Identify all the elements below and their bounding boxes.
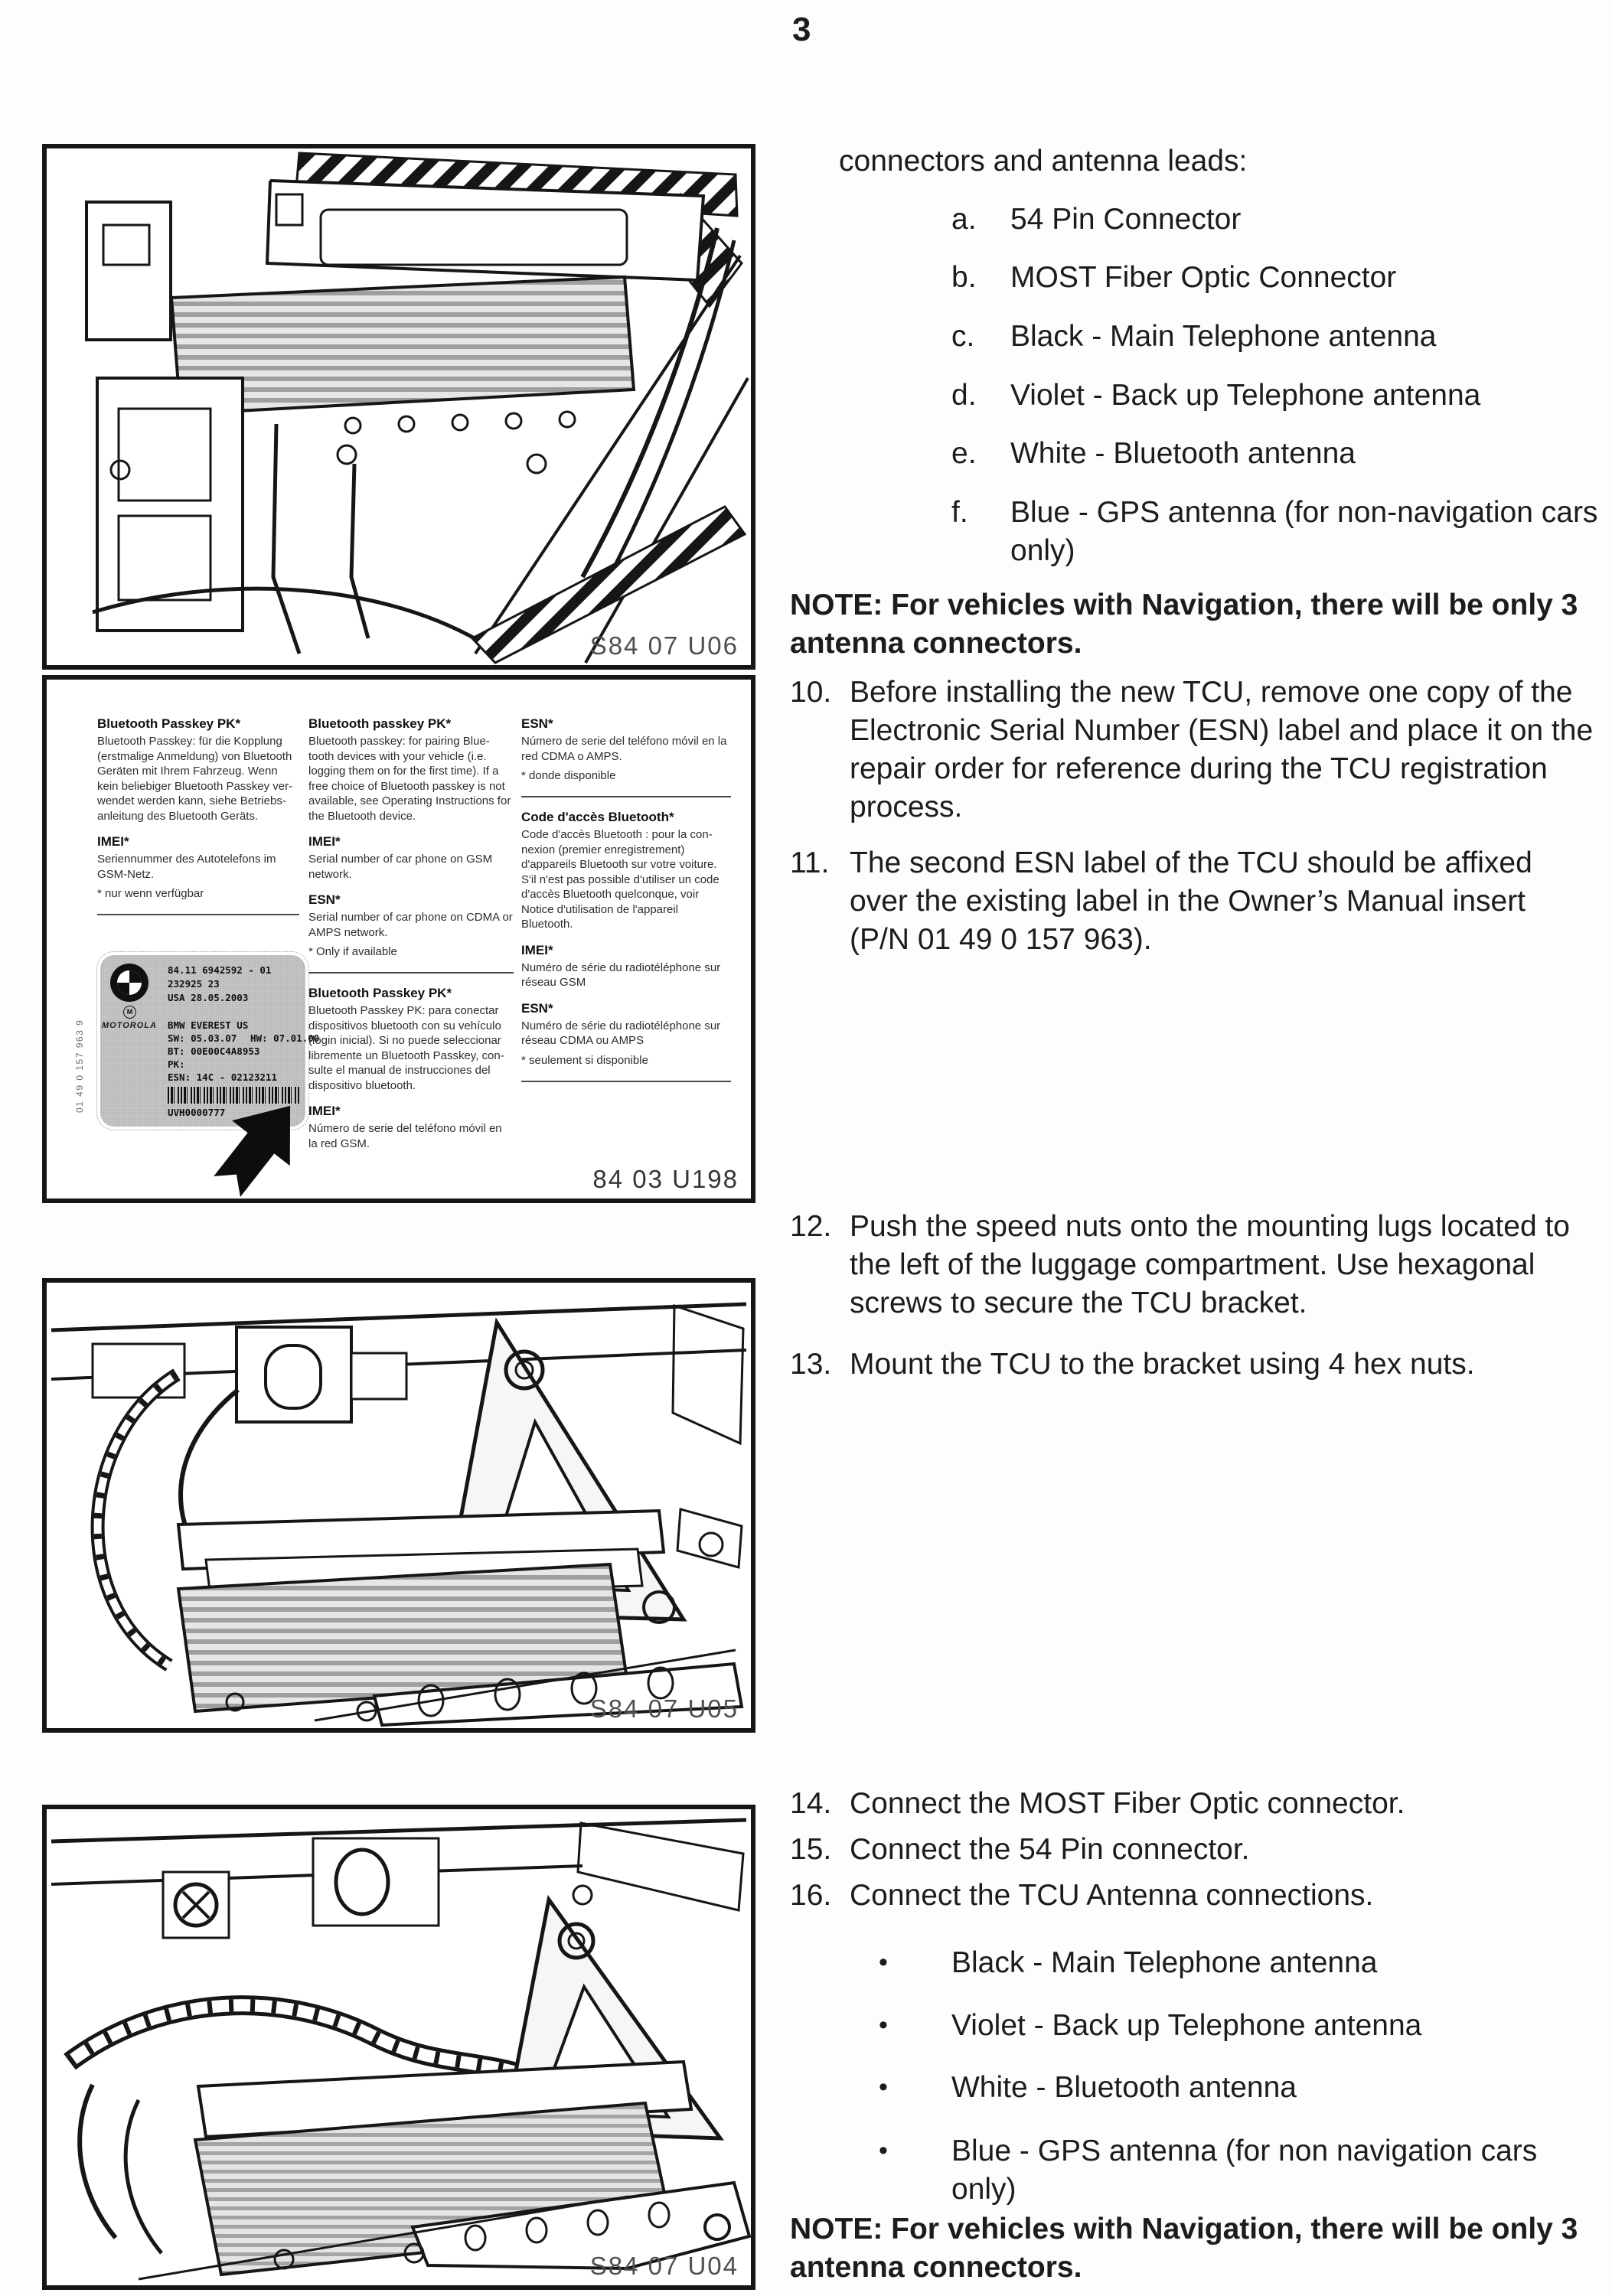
step-13: 13. Mount the TCU to the bracket using 4 hex nuts. <box>790 1348 1475 1381</box>
label-bt-address: BT: 00E00C4A8953 <box>168 1045 260 1057</box>
bullet-item: • White - Bluetooth antenna <box>879 2069 1610 2107</box>
card-divider <box>97 914 299 915</box>
label-sw-version: SW: 05.03.07 <box>168 1032 237 1044</box>
card-heading: Bluetooth Passkey PK* <box>97 716 241 731</box>
lettered-item-d: d. Violet - Back up Telephone antenna <box>951 379 1481 412</box>
lettered-item-f: f. Blue - GPS antenna (for non-navigation cars only) <box>951 496 1598 567</box>
figure-3-box <box>42 1278 755 1733</box>
lettered-item-b: b. MOST Fiber Optic Connector <box>951 261 1397 294</box>
step-12: 12. Push the speed nuts onto the mounting lugs located to the left of the luggage compartment. Use hexagonal screws to secure the TCU bracket. <box>790 1210 1570 1319</box>
card-column-german <box>97 716 299 928</box>
card-paragraph: Seriennummer des Autotelefons im GSM-Netz. <box>97 853 276 881</box>
label-origin-date: USA 28.05.2003 <box>168 992 249 1003</box>
figure-1-illustration-trunk-tcu <box>47 148 751 665</box>
card-heading: ESN* <box>521 1000 553 1016</box>
label-part-line: 84.11 6942592 - 01 <box>168 964 272 976</box>
card-column-spanish-french <box>521 716 731 1094</box>
card-paragraph: Número de serie del teléfono móvil en la red GSM. <box>308 1122 502 1150</box>
figure-2-caption: 84 03 U198 <box>592 1165 739 1193</box>
figure-3-illustration-bracket <box>47 1283 751 1727</box>
page-number: 3 <box>792 11 811 48</box>
card-heading: IMEI* <box>521 942 553 957</box>
step-15: 15. Connect the 54 Pin connector. <box>790 1833 1250 1866</box>
card-heading: ESN* <box>521 716 553 731</box>
card-paragraph: Numéro de série du radiotéléphone sur réseau CDMA ou AMPS <box>521 1019 721 1047</box>
card-heading: Bluetooth passkey PK* <box>308 716 452 731</box>
card-paragraph: Número de serie del teléfono móvil en la red CDMA o AMPS. <box>521 735 727 763</box>
figure-3-caption: S84 07 U05 <box>589 1694 739 1723</box>
bullet-icon: • <box>879 2073 888 2102</box>
label-serial: UVH0000777 <box>168 1107 226 1118</box>
pointer-arrow-icon <box>204 1094 311 1202</box>
bullet-item: • Blue - GPS antenna (for non navigation cars only) <box>879 2132 1611 2209</box>
card-divider <box>521 796 731 797</box>
note-navigation-mid: NOTE: For vehicles with Navigation, there will be only 3 antenna connectors. <box>790 589 1578 660</box>
step-16: 16. Connect the TCU Antenna connections. <box>790 1879 1374 1912</box>
card-paragraph: Bluetooth Passkey PK: para conectar dispositivos bluetooth con su vehículo (login inicial). Si no puede seleccionar libremente un Bluetooth Passkey, con- sulte el manual de instrucciones del dispositivo bluetooth. <box>308 1004 504 1092</box>
step-10: 10. Before installing the new TCU, remove one copy of the Electronic Serial Number (ESN) label and place it on the repair order for reference during the TCU registration process. <box>790 676 1594 823</box>
step-11: 11. The second ESN label of the TCU should be affixed over the existing label in the Owner’s Manual insert (P/N 01 49 0 157 963). <box>790 846 1532 956</box>
card-paragraph: Numéro de série du radiotéléphone sur réseau GSM <box>521 960 721 989</box>
bullet-icon: • <box>879 2011 888 2040</box>
figure-4-caption: S84 07 U04 <box>589 2252 739 2280</box>
card-paragraph: Serial number of car phone on CDMA or AMPS network. <box>308 911 513 939</box>
label-part-line: 232925 23 <box>168 978 220 990</box>
card-footnote: * nur wenn verfügbar <box>97 887 204 900</box>
figure-4-box <box>42 1805 755 2290</box>
intro-line: connectors and antenna leads: <box>839 145 1248 178</box>
card-paragraph: Serial number of car phone on GSM network. <box>308 853 493 881</box>
label-model: BMW EVEREST US <box>168 1019 249 1031</box>
lettered-item-e: e. White - Bluetooth antenna <box>951 437 1356 470</box>
card-paragraph: Bluetooth Passkey: für die Kopplung (erstmalige Anmeldung) von Bluetooth Geräten mit Ihrem Fahrzeug. Wenn kein beliebiger Bluetooth Passkey ver- wendet werden kann, siehe Betriebs- anleitung des Bluetooth Geräts. <box>97 735 293 823</box>
card-divider <box>521 1081 731 1082</box>
card-footnote: * Only if available <box>308 945 397 958</box>
label-esn-number: ESN: 14C - 02123211 <box>168 1071 277 1083</box>
bmw-roundel-icon <box>109 963 149 1003</box>
bullet-icon: • <box>879 1948 888 1977</box>
card-heading: IMEI* <box>308 1104 341 1118</box>
bullet-item: • Black - Main Telephone antenna <box>879 1944 1610 1982</box>
card-column-english-spanish <box>308 716 514 1162</box>
card-footnote: * seulement si disponible <box>521 1053 648 1067</box>
figure-1-box <box>42 144 755 670</box>
lettered-item-c: c. Black - Main Telephone antenna <box>951 320 1437 353</box>
card-footnote: * donde disponible <box>521 769 616 782</box>
figure-4-illustration-connections <box>47 1809 751 2284</box>
card-heading: Bluetooth Passkey PK* <box>308 986 452 1000</box>
card-heading: ESN* <box>308 892 341 907</box>
card-heading: Code d'accès Bluetooth* <box>521 810 674 824</box>
bullet-icon: • <box>879 2136 888 2165</box>
step-14: 14. Connect the MOST Fiber Optic connector. <box>790 1787 1405 1820</box>
card-heading: IMEI* <box>308 834 341 849</box>
motorola-brand: MOTOROLA <box>102 1021 157 1030</box>
card-paragraph: Bluetooth passkey: for pairing Blue- tooth devices with your vehicle (i.e. logging them on for the first time). If a free choice of Bluetooth passkey is not available, see Operating Instructions for the Bluetooth device. <box>308 735 511 823</box>
label-hw-version: HW: 07.01.00 <box>250 1032 320 1044</box>
note-navigation-bottom: NOTE: For vehicles with Navigation, there will be only 3 antenna connectors. <box>790 2213 1578 2284</box>
card-divider <box>308 972 514 974</box>
label-part-number-vertical: 01 49 0 157 963 9 <box>74 1019 85 1113</box>
figure-1-caption: S84 07 U06 <box>589 631 739 660</box>
label-pk: PK: <box>168 1058 185 1070</box>
card-paragraph: Code d'accès Bluetooth : pour la con- nexion (premier enregistrement) d'appareils Bluetooth sur votre voiture. S'il n'est pas possible d'utiliser un code d'accès Bluetooth quelconque, voir Notice d'utilisation de l'appareil Bluetooth. <box>521 828 720 931</box>
figure-2-box-esn-label-card <box>42 675 755 1203</box>
bullet-item: • Violet - Back up Telephone antenna <box>879 2007 1610 2045</box>
lettered-item-a: a. 54 Pin Connector <box>951 203 1242 236</box>
circled-m-mark: M <box>123 1006 136 1019</box>
card-heading: IMEI* <box>97 834 129 849</box>
